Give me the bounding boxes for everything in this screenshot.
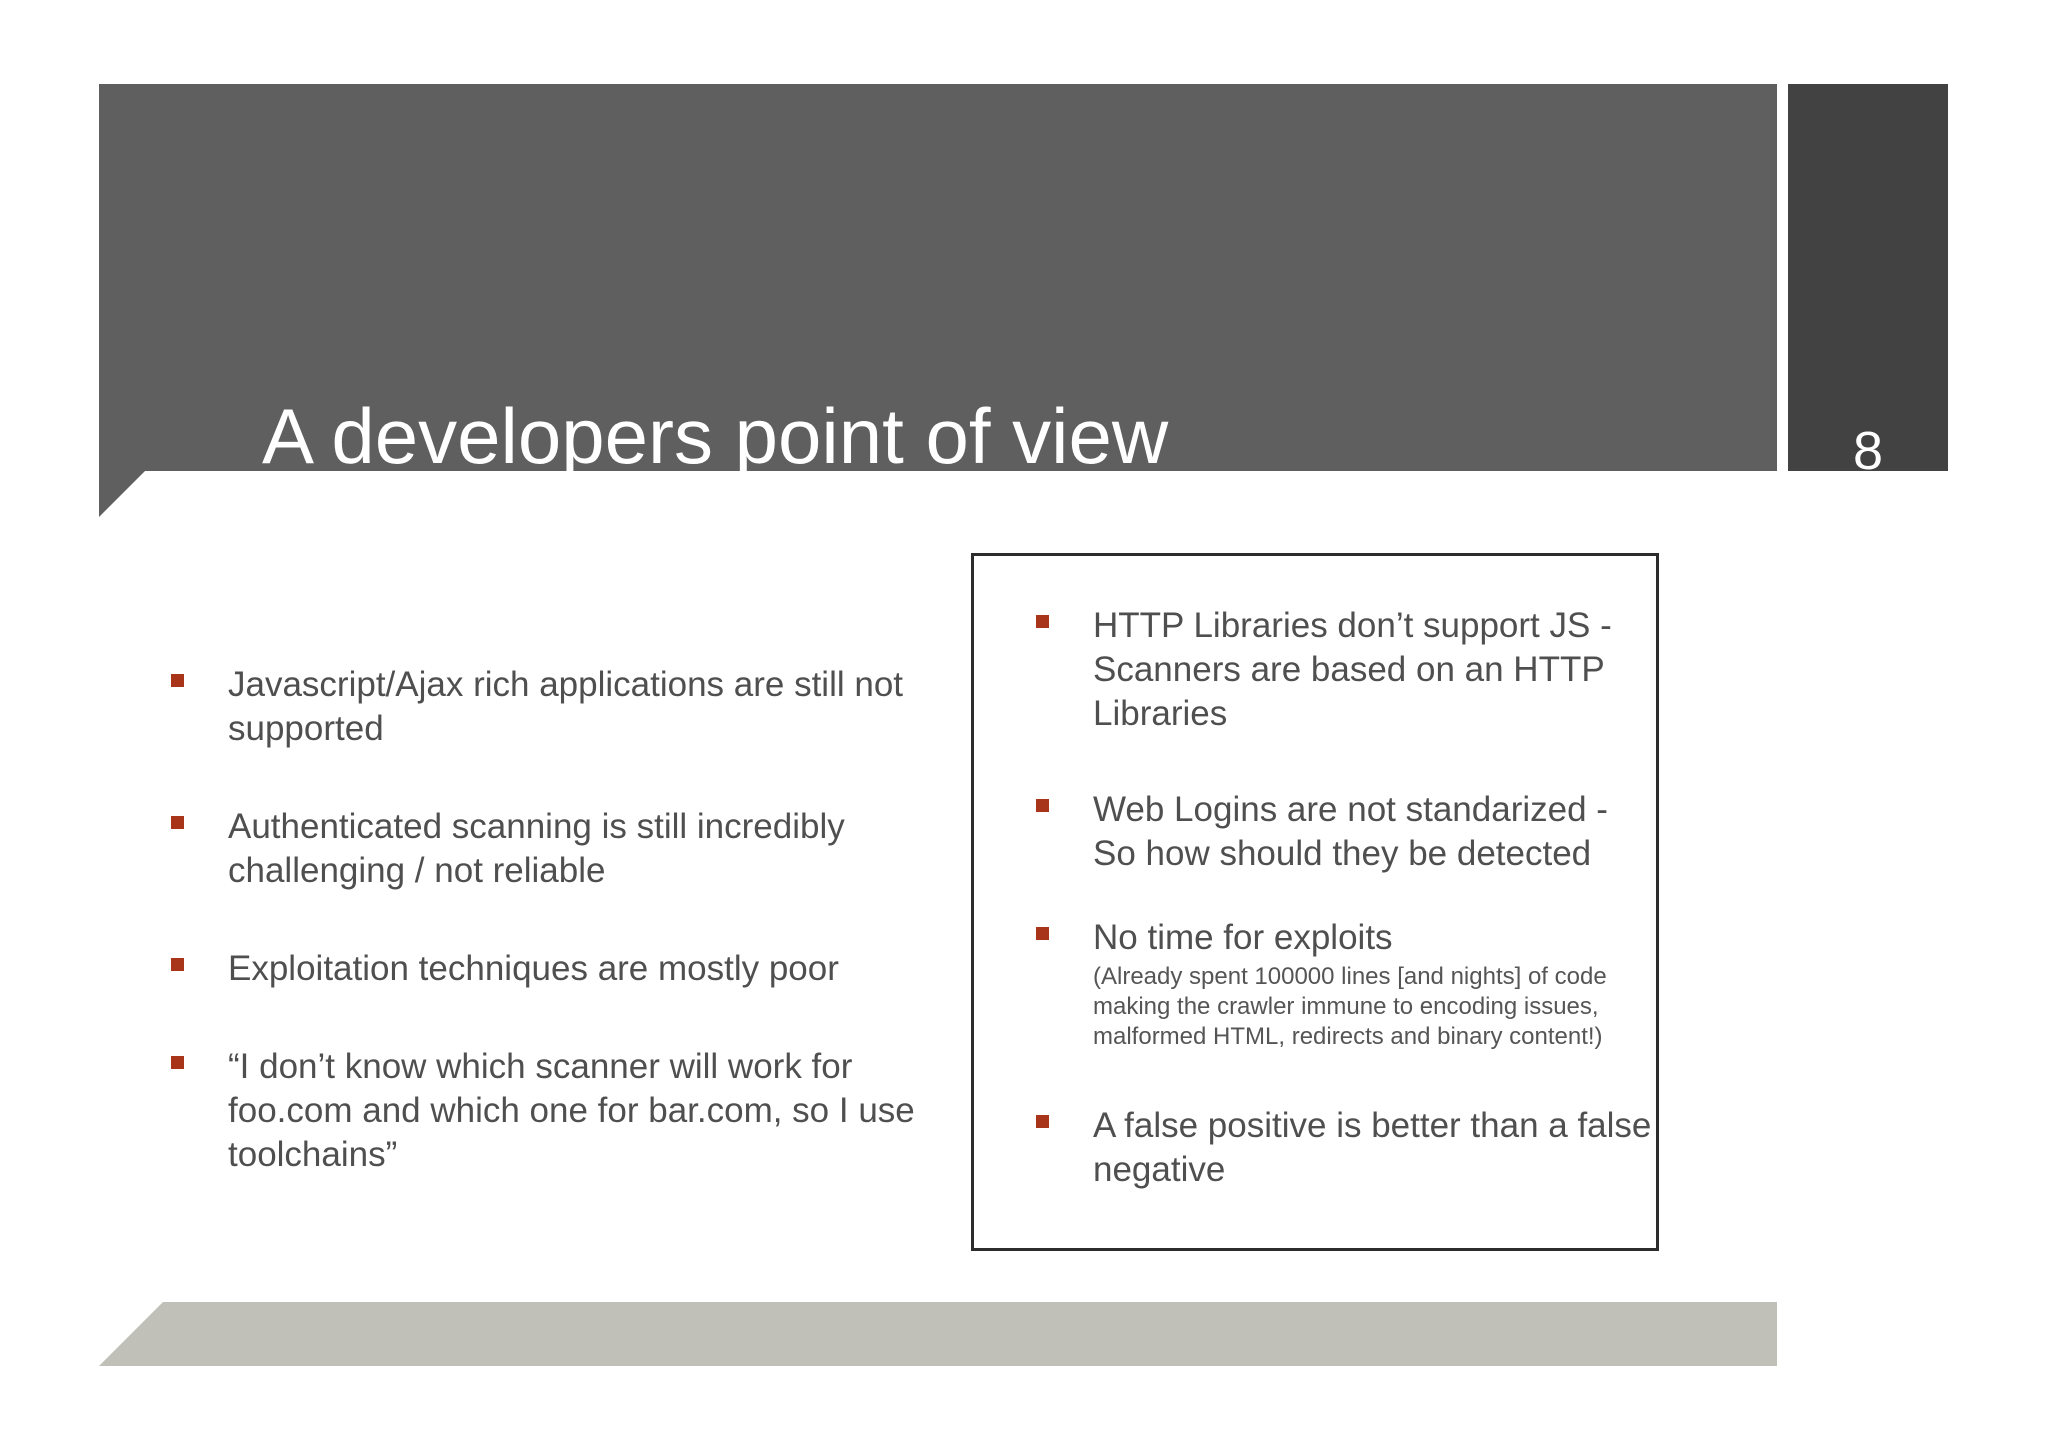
list-item [228,947,948,991]
bullet-note: (Already spent 100000 lines [and nights] of code making the crawler immune to encoding issues, malformed HTML, redirects and binary content!) [1093,963,1607,1050]
page-number: 8 [1852,421,1884,481]
title-bar-notch [99,470,146,517]
list-item [228,1045,948,1177]
bullet-text: HTTP Libraries don’t support JS - Scanners are based on an HTTP Libraries [1093,606,1612,733]
bullet-text: “I don’t know which scanner will work for foo.com and which one for bar.com, so I use toolchains” [228,1047,915,1174]
bullet-text: Exploitation techniques are mostly poor [228,949,839,988]
bullet-square-icon [171,958,184,971]
page-number-box [1788,84,1948,481]
bullet-text: Authenticated scanning is still incredibly challenging / not reliable [228,807,845,890]
bullet-square-icon [1036,615,1049,628]
title-bar [99,84,1777,480]
bullet-text: Javascript/Ajax rich applications are still not supported [228,665,904,748]
bullet-text: Web Logins are not standarized - So how should they be detected [1093,790,1608,873]
bullet-square-icon [1036,799,1049,812]
list-item [1093,1104,1653,1192]
left-bullet-list [228,663,948,1231]
list-item [228,805,948,893]
list-item [228,663,948,751]
right-bullet-list [1093,604,1653,1192]
bullet-square-icon [1036,927,1049,940]
slide-title: A developers point of view [262,392,1169,480]
list-item [1093,788,1653,876]
bullet-square-icon [171,816,184,829]
bullet-square-icon [171,674,184,687]
bullet-text: A false positive is better than a false negative [1093,1106,1652,1189]
list-item [1093,916,1653,1052]
bullet-square-icon [1036,1115,1049,1128]
list-item [1093,604,1653,736]
bullet-text: No time for exploits [1093,918,1393,957]
bullet-square-icon [171,1056,184,1069]
footer-bar [99,1302,1777,1366]
